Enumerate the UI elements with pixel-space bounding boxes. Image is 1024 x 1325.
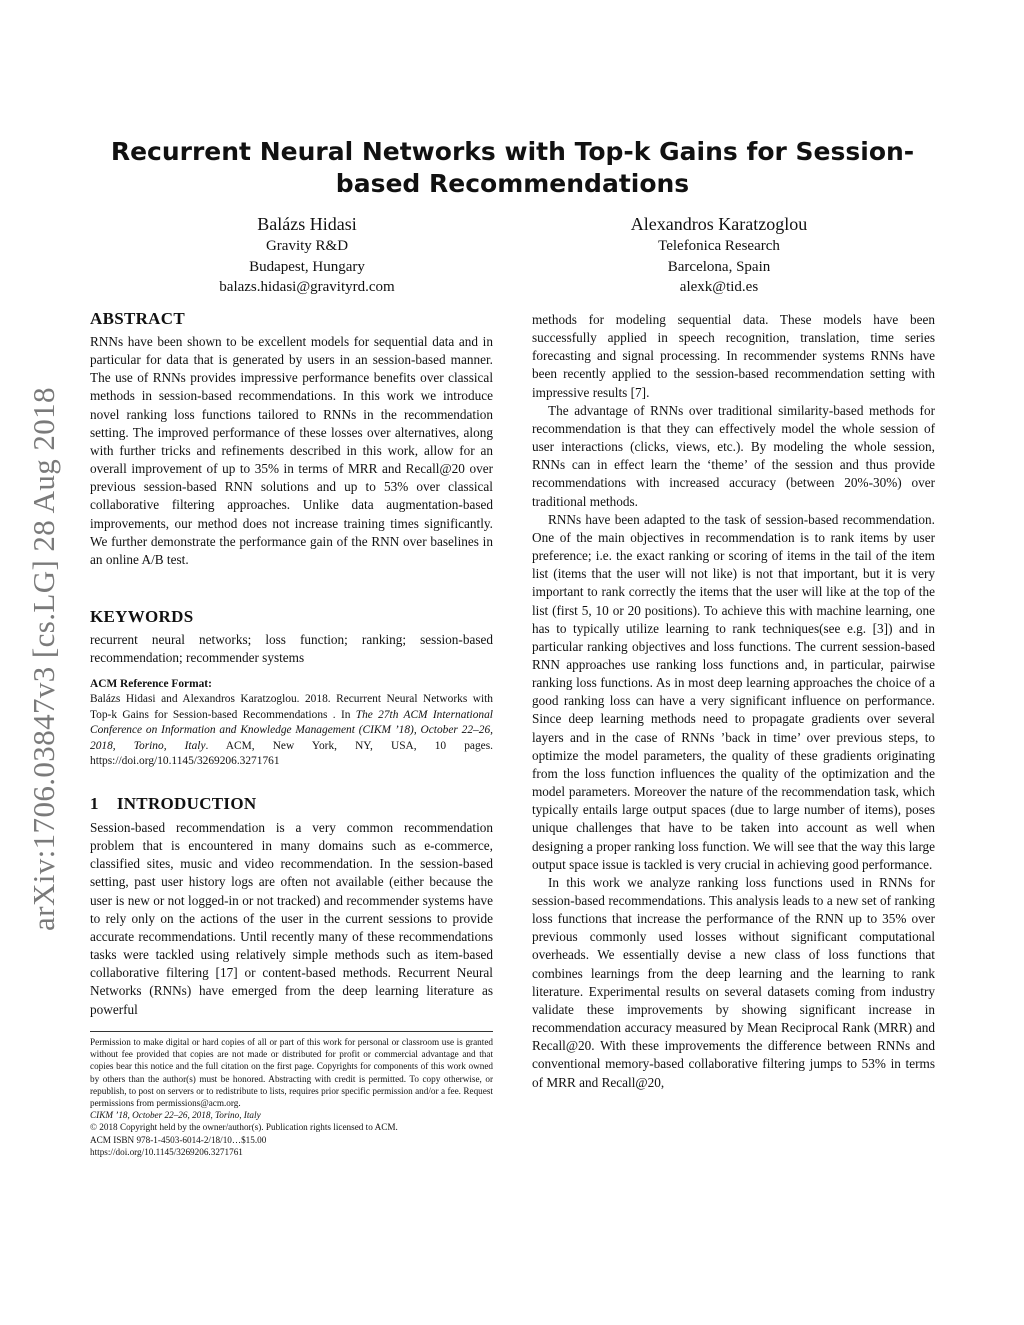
- section-number: 1: [90, 794, 99, 813]
- reference-venue: The 27th ACM International Conference on Information and Knowledge Management (CIKM ’18), October 22–26, 2018, Torino, Italy: [90, 708, 493, 752]
- author-block-2: [549, 212, 889, 298]
- section-title: INTRODUCTION: [116, 794, 257, 813]
- paragraph: Session-based recommendation is a very common recommendation problem that is encountered in many domains such as e-commerce, classified sites, music and video recommendation. In the session-based setting, past user history logs are often not available (either because the user is new or not logged-in or not tracked) and recommender systems have to rely only on the actions of the user in the current sessions to provide accurate recommendations. Until recently many of these recommendations tasks were tackled using relatively simple methods such as item-based collaborative filtering [17] or content-based methods. Recurrent Neural Networks (RNNs) have emerged from the deep learning literature as powerful: [90, 820, 493, 1017]
- introduction-right-column: [532, 311, 935, 1092]
- paragraph: RNNs have been adapted to the task of session-based recommendation. One of the main objectives in recommendation is to rank items by user preference; i.e. the exact ranking or scoring of items in the tail of the item list (items that the user will not like) is not that important, but it is very important to rank correctly the items that the user will like at the top of the list (first 5, 10 or 20 positions). To achieve this with machine learning, one has to typically utilize learning to rank techniques(see e.g. [3]) and in particular ranking objectives and loss functions. The current session-based RNN approaches use ranking loss functions and, in particular, pairwise ranking loss functions. As in most deep learning approaches the choice of a good ranking loss can have a very significant influence on performance. Since deep learning methods need to propagate gradients over several layers and in the case of RNNs ’back in time’ over previous steps, to optimize the model parameters, the quality of these gradients originating from the loss function influences the quality of the optimization and the model parameters. Moreover the nature of the recommendation task, which typically entails large output spaces (due to large number of items), poses unique challenges that have to be taken into account as well when designing a proper ranking loss function. We will see that the way this large output space issue is tackled is very crucial in achieving good performance.: [532, 511, 935, 872]
- arxiv-identifier-text: arXiv:1706.03847v3 [cs.LG] 28 Aug 2018: [26, 387, 61, 931]
- reference-publisher: . ACM, New York, NY, USA, 10 pages. https://doi.org/10.1145/3269206.3271761: [90, 739, 493, 768]
- footnote-rule: [90, 1031, 493, 1032]
- keywords-text: recurrent neural networks; loss function; ranking; session-based recommendation; recommender systems: [90, 632, 493, 666]
- keywords-body: [90, 631, 493, 667]
- conference-line: CIKM ’18, October 22–26, 2018, Torino, Italy: [90, 1110, 261, 1121]
- paragraph: In this work we analyze ranking loss functions used in RNNs for session-based recommendations. This analysis leads to a new set of ranking loss functions that increase the performance of the RNN up to 35% over previous commonly used losses without significant computational overheads. We essentially devise a new class of loss functions that combines learnings from the deep learning and the learning to rank literature. Experimental results on several datasets coming from industry validate these improvements by showing significant increase in recommendation accuracy measured by Mean Reciprocal Rank (MRR) and Recall@20. With these improvements the difference between RNNs and conventional memory-based collaborative filtering jumps to 53% in terms of MRR and Recall@20,: [532, 874, 935, 1090]
- author-email[interactable]: alexk@tid.es: [679, 279, 759, 295]
- paragraph: methods for modeling sequential data. These models have been successfully applied in speech recognition, translation, time series forecasting and signal processing. In recommender systems RNNs have been recently applied to the session-based recommendation setting with impressive results [7].: [532, 312, 935, 400]
- author-location: Barcelona, Spain: [667, 258, 771, 275]
- paragraph: The advantage of RNNs over traditional similarity-based methods for recommendation is that they can effectively model the whole session of user interactions (clicks, views, etc.). By modeling the whole session, RNNs can in effect learn the ‘theme’ of the session and thus provide recommendations with increased accuracy (between 20%-30%) over traditional methods.: [532, 402, 935, 509]
- permission-text: Permission to make digital or hard copies of all or part of this work for personal or classroom use is granted without fee provided that copies are not made or distributed for profit or commercial advantage and that copies bear this notice and the full citation on the first page. Copyrights for components of this work owned by others than the author(s) must be honored. Abstracting with credit is permitted. To copy otherwise, or republish, to post on servers or to redistribute to lists, requires prior specific permission and/or a fee. Request permissions from permissions@acm.org.: [90, 1037, 493, 1109]
- author-affiliation: Telefonica Research: [658, 238, 780, 254]
- reference-format-heading: ACM Reference Format:: [90, 678, 212, 690]
- paper-title: Recurrent Neural Networks with Top-k Gains for Session-based Recommendations: [110, 137, 915, 198]
- author-block-1: [137, 212, 477, 298]
- reference-citation: Balázs Hidasi and Alexandros Karatzoglou. 2018. Recurrent Neural Networks with Top-k Gains for Session-based Recommendations . In: [90, 693, 493, 721]
- doi-link[interactable]: https://doi.org/10.1145/3269206.3271761: [90, 1146, 243, 1157]
- copyright-line: © 2018 Copyright held by the owner/author(s). Publication rights licensed to ACM.: [90, 1122, 398, 1133]
- author-affiliation: Gravity R&D: [265, 238, 349, 254]
- isbn-line: ACM ISBN 978-1-4503-6014-2/18/10…$15.00: [90, 1134, 267, 1145]
- abstract-body: [90, 333, 493, 569]
- arxiv-identifier-stamp: [22, 345, 66, 973]
- acm-reference-format: [90, 677, 493, 769]
- abstract-text: RNNs have been shown to be excellent models for sequential data and in particular for data that is generated by users in an session-based manner. The use of RNNs provides impressive performance benefits over classical methods in session-based recommendations. In this work we introduce novel ranking loss functions tailored to RNNs in the recommendation setting. The improved performance of these losses over alternatives, along with further tricks and refinements described in this work, allow for an overall improvement of up to 35% in terms of MRR and Recall@20 over previous session-based RNN solutions and up to 53% over classical collaborative filtering approaches. Unlike data augmentation-based improvements, our method does not increase training times significantly. We further demonstrate the performance gain of the RNN over baselines in an online A/B test.: [90, 334, 493, 567]
- author-name: Balázs Hidasi: [257, 214, 357, 234]
- abstract-heading: ABSTRACT: [90, 309, 185, 328]
- author-location: Budapest, Hungary: [249, 258, 365, 275]
- permission-footnote: [90, 1036, 493, 1158]
- keywords-heading: KEYWORDS: [90, 607, 194, 626]
- introduction-heading: [90, 794, 493, 814]
- introduction-left-column: [90, 819, 493, 1019]
- author-email[interactable]: balazs.hidasi@gravityrd.com: [219, 279, 395, 295]
- author-name: Alexandros Karatzoglou: [630, 214, 808, 234]
